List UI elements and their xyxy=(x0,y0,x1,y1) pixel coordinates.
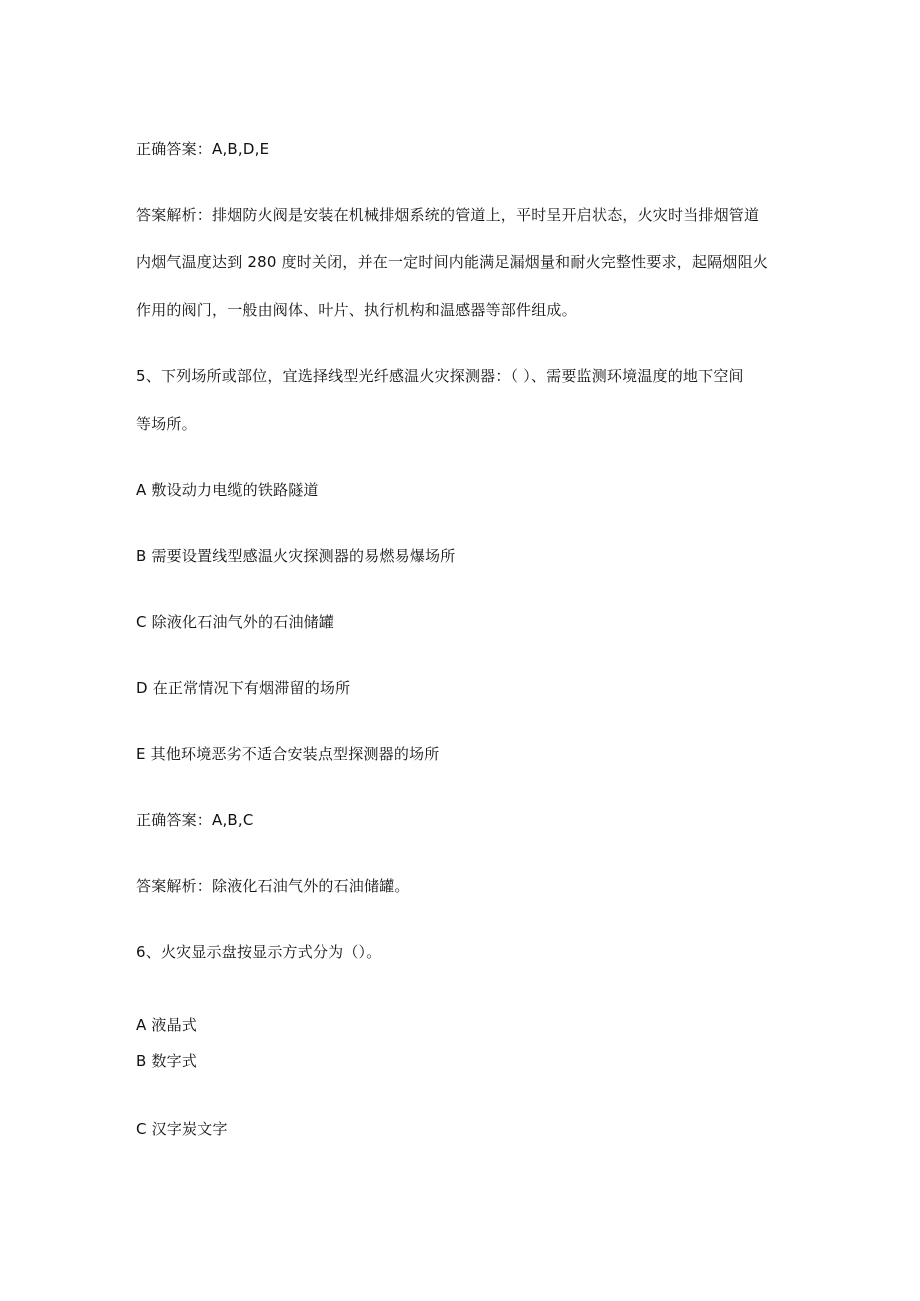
q4-explanation-line-1: 答案解析：排烟防火阀是安装在机械排烟系统的管道上，平时呈开启状态，火灾时当排烟管道 xyxy=(136,206,760,224)
q5-correct-answer: 正确答案：A,B,C xyxy=(136,811,254,829)
q5-question-line-2: 等场所。 xyxy=(136,415,197,433)
q6-option-c: C 汉字炭文字 xyxy=(136,1120,228,1138)
q6-question: 6、火灾显示盘按显示方式分为（）。 xyxy=(136,943,382,961)
q5-explanation: 答案解析：除液化石油气外的石油储罐。 xyxy=(136,877,410,895)
q4-explanation-line-2: 内烟气温度达到 280 度时关闭，并在一定时间内能满足漏烟量和耐火完整性要求，起隔烟阻火 xyxy=(136,253,768,271)
q5-option-e: E 其他环境恶劣不适合安装点型探测器的场所 xyxy=(136,745,440,763)
q4-correct-answer: 正确答案：A,B,D,E xyxy=(136,140,270,158)
q6-option-b: B 数字式 xyxy=(136,1052,198,1070)
q5-option-b: B 需要设置线型感温火灾探测器的易燃易爆场所 xyxy=(136,547,456,565)
q5-question-line-1: 5、下列场所或部位，宜选择线型光纤感温火灾探测器：（ ）、需要监测环境温度的地下空间 xyxy=(136,367,744,385)
q5-option-d: D 在正常情况下有烟滞留的场所 xyxy=(136,679,351,697)
q5-option-c: C 除液化石油气外的石油储罐 xyxy=(136,613,335,631)
q4-explanation-line-3: 作用的阀门，一般由阀体、叶片、执行机构和温感器等部件组成。 xyxy=(136,301,577,319)
q6-option-a: A 液晶式 xyxy=(136,1016,198,1034)
q5-option-a: A 敷设动力电缆的铁路隧道 xyxy=(136,481,319,499)
